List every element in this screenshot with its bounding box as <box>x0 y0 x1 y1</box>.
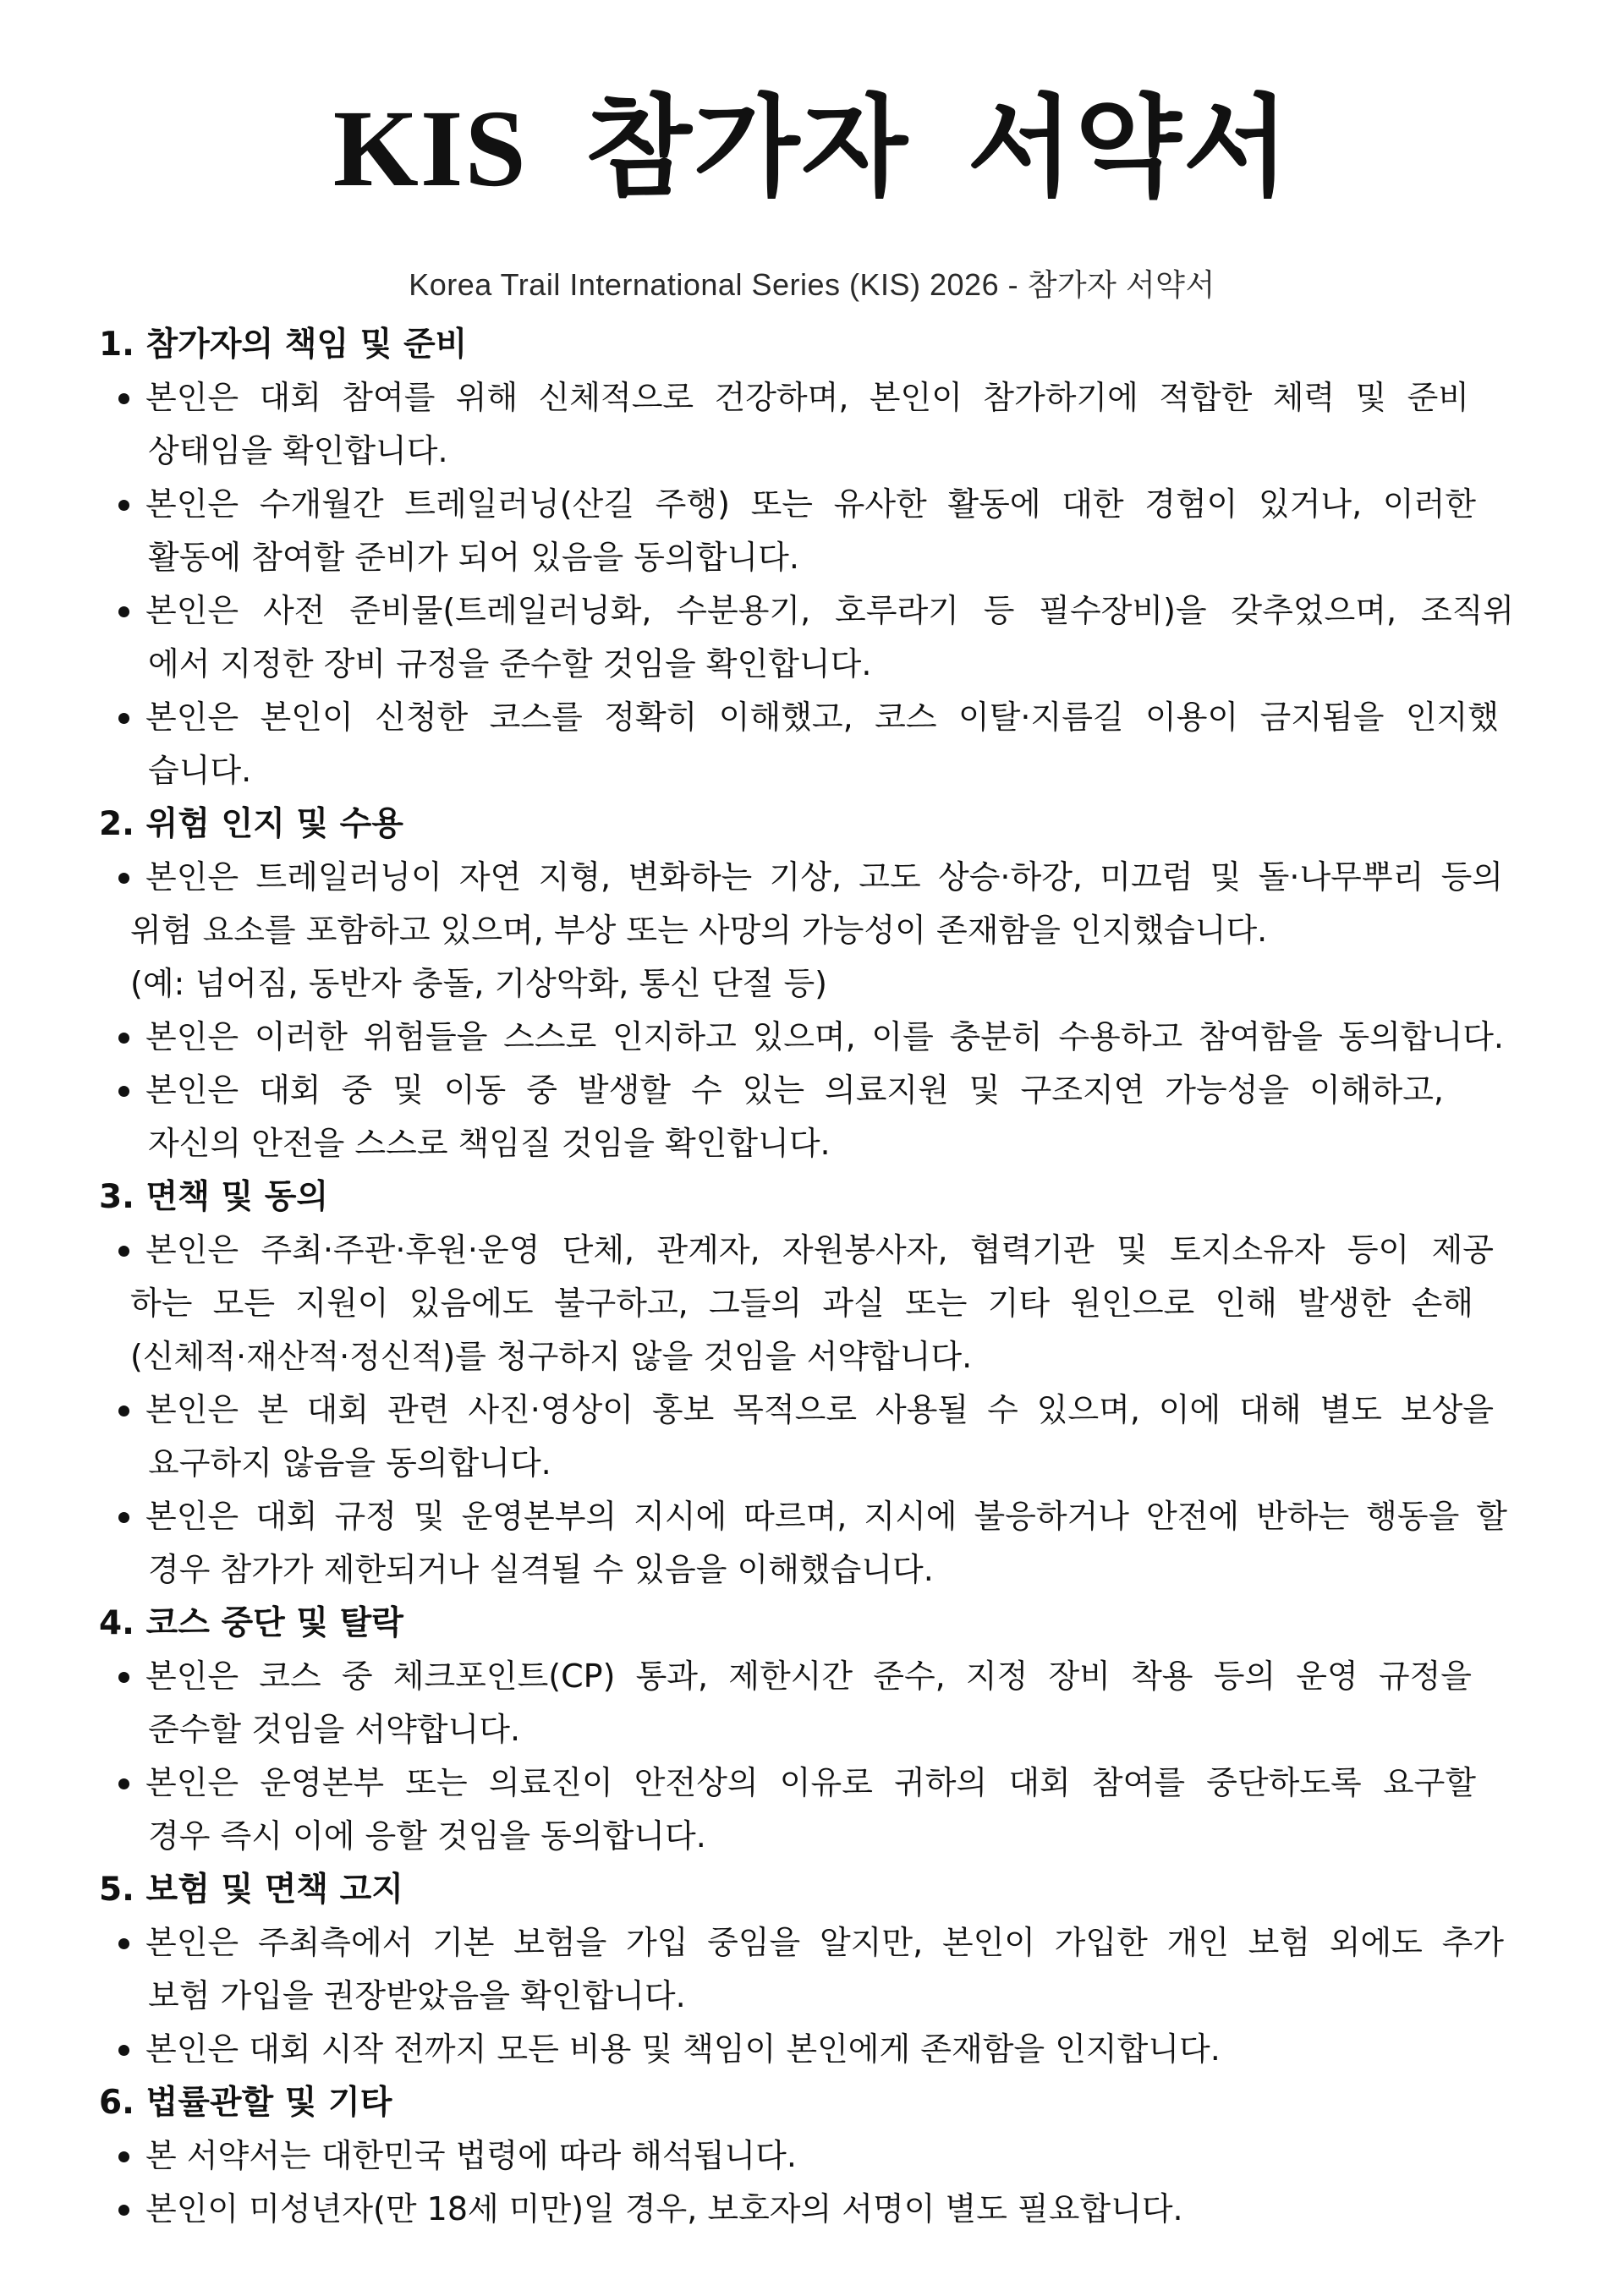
bullet-item <box>0 584 1624 691</box>
bullet-item <box>0 1650 1624 1756</box>
section-heading: 3. 면책 및 동의 <box>99 1178 329 1216</box>
bullet-text: 본인이 미성년자(만 18세 미만)일 경우, 보호자의 서명이 별도 필요합니다. <box>145 2190 1183 2228</box>
section-heading: 4. 코스 중단 및 탈락 <box>99 1604 403 1642</box>
bullet-line <box>145 1916 1504 1970</box>
bullet-icon <box>118 1033 129 1044</box>
bullet-text: 본인은 본인이 신청한 코스를 정확히 이해했고, 코스 이탈·지름길 이용이 금지됨을 인지했 <box>145 699 1499 736</box>
bullet-item <box>0 1756 1624 1863</box>
bullet-example-note: (예: 넘어짐, 동반자 충돌, 기상악화, 통신 단절 등) <box>130 965 827 1002</box>
bullet-icon <box>118 2045 129 2056</box>
bullet-icon <box>118 1406 129 1417</box>
bullet-continuation: 보험 가입을 권장받았음을 확인합니다. <box>148 1977 686 2014</box>
bullet-continuation: 활동에 참여할 준비가 되어 있음을 동의합니다. <box>148 539 799 576</box>
bullet-text: 본인은 대회 규정 및 운영본부의 지시에 따르며, 지시에 불응하거나 안전에 반하는 행동을 할 <box>145 1498 1507 1535</box>
bullet-item <box>0 1490 1624 1597</box>
bullet-line <box>145 478 1476 531</box>
bullet-icon <box>118 606 129 617</box>
section-insurance <box>0 1863 1624 2076</box>
bullet-line <box>145 1650 1472 1703</box>
bullet-line <box>145 2023 1624 2076</box>
bullet-text: 본인은 코스 중 체크포인트(CP) 통과, 제한시간 준수, 지정 장비 착용 등의 운영 규정을 <box>145 1658 1472 1695</box>
bullet-text: 본인은 대회 시작 전까지 모든 비용 및 책임이 본인에게 존재함을 인지합니다. <box>145 2030 1221 2068</box>
bullet-line <box>145 1224 1494 1277</box>
document-body <box>0 318 1624 2236</box>
bullet-continuation: 위험 요소를 포함하고 있으며, 부상 또는 사망의 가능성이 존재함을 인지했습니다. <box>130 912 1268 949</box>
bullet-item <box>0 851 1624 1011</box>
bullet-text: 본인은 트레일러닝이 자연 지형, 변화하는 기상, 고도 상승·하강, 미끄럼 및 돌·나무뿌리 등의 <box>145 858 1503 896</box>
bullet-icon <box>118 1672 129 1683</box>
bullet-continuation: 습니다. <box>148 752 252 789</box>
bullet-continuation: 요구하지 않음을 동의합니다. <box>148 1444 551 1482</box>
bullet-text: 본인은 주최·주관·후원·운영 단체, 관계자, 자원봉사자, 협력기관 및 토지소유자 등이 제공 <box>145 1231 1494 1269</box>
section-heading: 6. 법률관할 및 기타 <box>99 2084 392 2122</box>
bullet-line <box>145 851 1503 904</box>
bullet-item <box>0 2183 1624 2236</box>
bullet-icon <box>118 500 129 511</box>
bullet-icon <box>118 1778 129 1789</box>
bullet-icon <box>118 713 129 724</box>
document-subtitle: Korea Trail International Series (KIS) 2026 - 참가자 서약서 <box>409 267 1215 302</box>
bullet-icon <box>118 393 129 404</box>
bullet-text: 본인은 대회 중 및 이동 중 발생할 수 있는 의료지원 및 구조지연 가능성을 이해하고, <box>145 1071 1444 1109</box>
bullet-line <box>145 1064 1444 1117</box>
bullet-item <box>0 478 1624 584</box>
bullet-line <box>145 1011 1504 1064</box>
bullet-text: 본인은 이러한 위험들을 스스로 인지하고 있으며, 이를 충분히 수용하고 참여함을 동의합니다. <box>145 1018 1504 1055</box>
bullet-item <box>0 1916 1624 2023</box>
document-title: KIS 참가자 서약서 <box>332 88 1292 210</box>
bullet-line <box>145 1756 1476 1810</box>
section-heading: 5. 보험 및 면책 고지 <box>99 1871 403 1909</box>
bullet-item <box>0 1064 1624 1170</box>
section-jurisdiction <box>0 2076 1624 2236</box>
bullet-continuation: 경우 즉시 이에 응할 것임을 동의합니다. <box>148 1817 706 1855</box>
bullet-text: 본인은 사전 준비물(트레일러닝화, 수분용기, 호루라기 등 필수장비)을 갖추었으며, 조직위 <box>145 592 1514 629</box>
bullet-continuation: 상태임을 확인합니다. <box>148 432 448 469</box>
bullet-line <box>145 2183 1624 2236</box>
section-heading: 1. 참가자의 책임 및 준비 <box>99 326 468 364</box>
bullet-line <box>145 371 1469 425</box>
bullet-icon <box>118 1938 129 1949</box>
section-responsibility <box>0 318 1624 797</box>
bullet-icon <box>118 2205 129 2216</box>
bullet-item <box>0 1224 1624 1384</box>
section-waiver <box>0 1170 1624 1597</box>
bullet-continuation: (신체적·재산적·정신적)를 청구하지 않을 것임을 서약합니다. <box>130 1338 973 1375</box>
bullet-item <box>0 691 1624 797</box>
bullet-text: 본인은 본 대회 관련 사진·영상이 홍보 목적으로 사용될 수 있으며, 이에 대해 별도 보상을 <box>145 1391 1494 1428</box>
bullet-line <box>145 1384 1494 1437</box>
bullet-continuation: 경우 참가가 제한되거나 실격될 수 있음을 이해했습니다. <box>148 1551 934 1588</box>
bullet-continuation: 자신의 안전을 스스로 책임질 것임을 확인합니다. <box>148 1125 831 1162</box>
bullet-continuation: 준수할 것임을 서약합니다. <box>148 1711 521 1748</box>
bullet-icon <box>118 1512 129 1523</box>
bullet-line <box>145 691 1499 744</box>
bullet-icon <box>118 873 129 884</box>
bullet-icon <box>118 1086 129 1097</box>
bullet-item <box>0 2023 1624 2076</box>
bullet-line <box>145 2129 1624 2183</box>
bullet-line <box>145 584 1514 638</box>
bullet-continuation: 하는 모든 지원이 있음에도 불구하고, 그들의 과실 또는 기타 원인으로 인해 발생한 손해 <box>130 1285 1473 1322</box>
bullet-text: 본인은 수개월간 트레일러닝(산길 주행) 또는 유사한 활동에 대한 경험이 있거나, 이러한 <box>145 485 1476 523</box>
bullet-text: 본인은 운영본부 또는 의료진이 안전상의 이유로 귀하의 대회 참여를 중단하도록 요구할 <box>145 1764 1476 1801</box>
bullet-item <box>0 1384 1624 1490</box>
bullet-text: 본인은 대회 참여를 위해 신체적으로 건강하며, 본인이 참가하기에 적합한 체력 및 준비 <box>145 379 1469 416</box>
section-course-stop <box>0 1597 1624 1863</box>
bullet-icon <box>118 1246 129 1257</box>
bullet-item <box>0 1011 1624 1064</box>
section-heading: 2. 위험 인지 및 수용 <box>99 805 403 843</box>
bullet-continuation: 에서 지정한 장비 규정을 준수할 것임을 확인합니다. <box>148 645 872 682</box>
bullet-text: 본 서약서는 대한민국 법령에 따라 해석됩니다. <box>145 2137 797 2174</box>
bullet-line <box>145 1490 1507 1543</box>
bullet-text: 본인은 주최측에서 기본 보험을 가입 중임을 알지만, 본인이 가입한 개인 보험 외에도 추가 <box>145 1924 1504 1961</box>
section-risk <box>0 797 1624 1170</box>
bullet-icon <box>118 2151 129 2162</box>
bullet-item <box>0 2129 1624 2183</box>
bullet-item <box>0 371 1624 478</box>
